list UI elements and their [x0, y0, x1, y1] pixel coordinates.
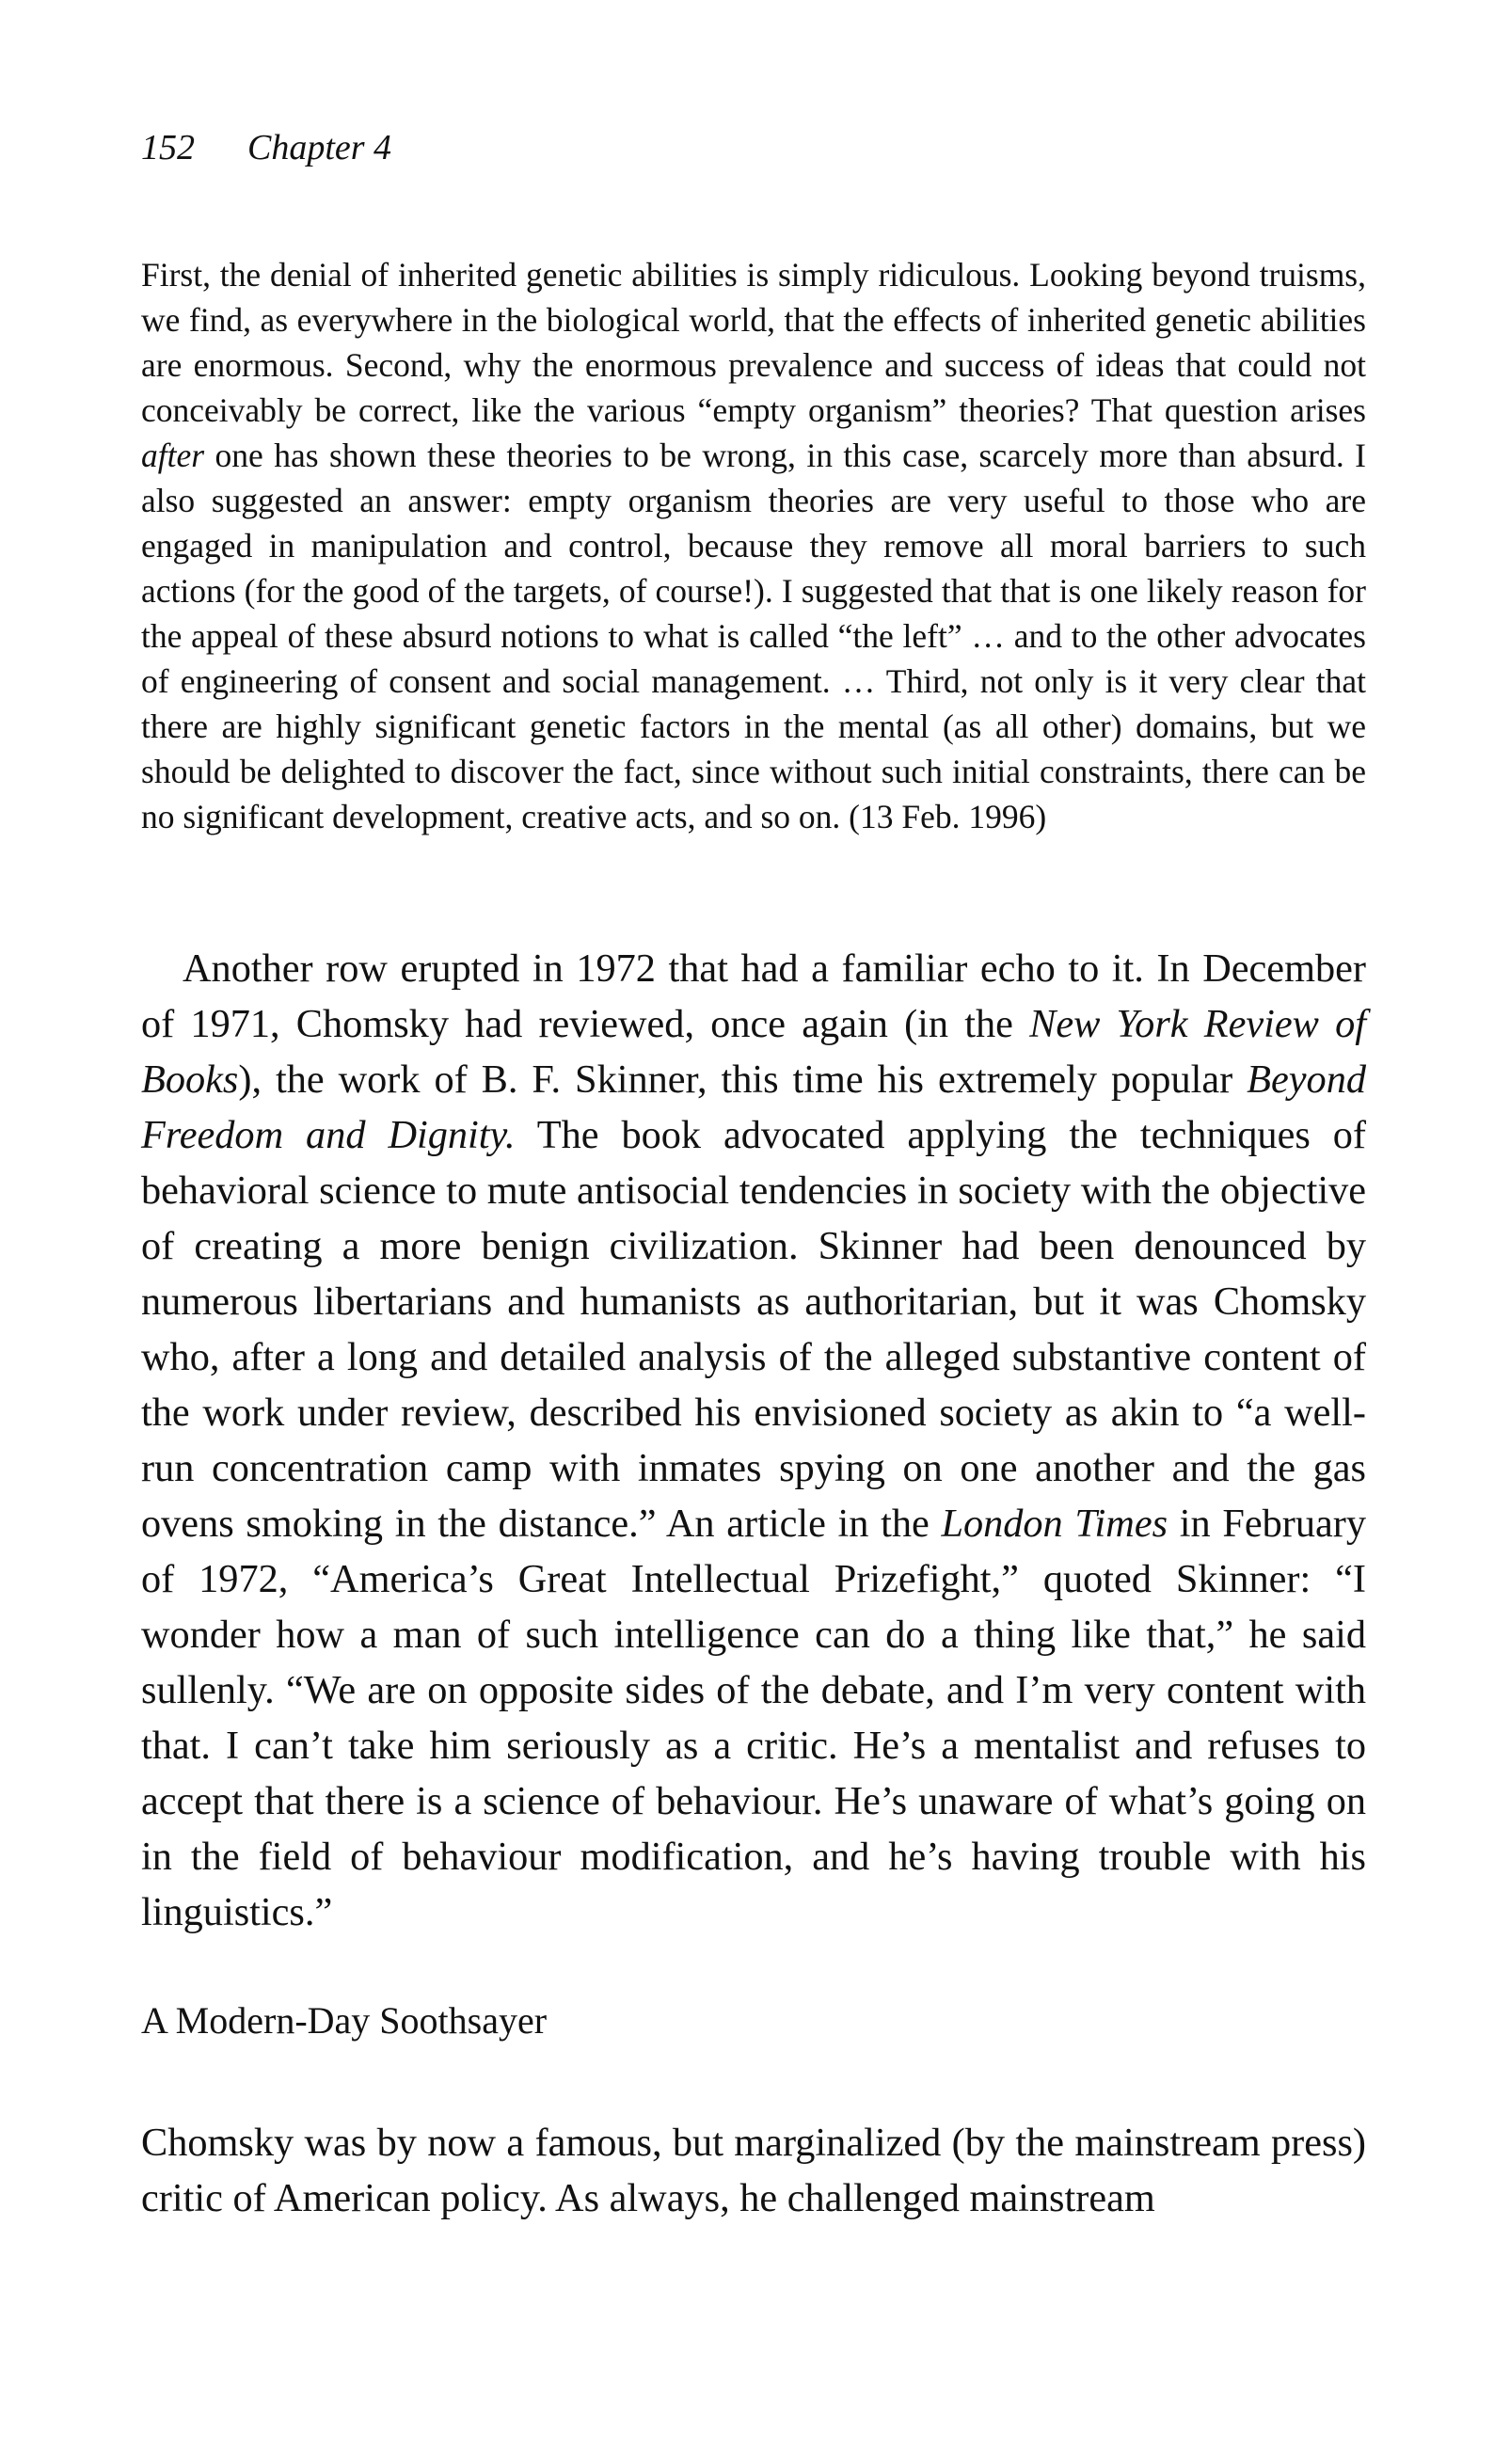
para1-italic-book-title: Beyond Freedom and Dignity. — [141, 1057, 1366, 1157]
para1-italic-nyrb: New York Review of Books — [141, 1002, 1366, 1102]
body-paragraph-2 — [141, 2115, 1366, 2226]
block-quote — [141, 252, 1366, 839]
block-quote-text — [141, 252, 1366, 839]
paragraph-text — [141, 941, 1366, 1940]
section-heading: A Modern-Day Soothsayer — [141, 1999, 548, 2042]
running-head — [141, 127, 391, 168]
paragraph-text: Chomsky was by now a famous, but marginalized (by the mainstream press) critic of American policy. As always, he challenged mainstream — [141, 2121, 1366, 2220]
quote-text-2: one has shown these theories to be wrong, in this case, scarcely more than absurd. I also suggested an answer: empty organism theories are very useful to those who are engaged in manipulation and control, because they remove all moral barriers to such actions (for the good of the targets, of course!). I suggested that that is one likely reason for the appeal of these absurd notions to what is called “the left” … and to the other advocates of engineering of consent and social management. … Third, not only is it very clear that there are highly significant genetic factors in the mental (as all other) domains, but we should be delighted to discover the fact, since without such initial constraints, there can be no significant development, creative acts, and so on. (13 Feb. 1996) — [141, 437, 1366, 835]
chapter-title: Chapter 4 — [247, 128, 392, 167]
body-paragraph-1 — [141, 941, 1366, 1940]
para1-text-2: ), the work of B. F. Skinner, this time his extremely popular — [238, 1057, 1248, 1102]
page-number: 152 — [141, 128, 195, 167]
para1-text-1: Another row erupted in 1972 that had a familiar echo to it. In December of 1971, Chomsky had reviewed, once again (in the — [141, 946, 1366, 1046]
para1-text-3: The book advocated applying the techniques of behavioral science to mute antisocial tendencies in society with the objective of creating a more benign civilization. Skinner had been denounced by numerous libertarians and humanists as authoritarian, but it was Chomsky who, after a long and detailed analysis of the alleged substantive content of the work under review, described his envisioned society as akin to “a well-run concentration camp with inmates spying on one another and the gas ovens smoking in the distance.” An article in the — [141, 1113, 1366, 1546]
para1-text-4: in February of 1972, “America’s Great Intellectual Prizefight,” quoted Skinner: “I wonder how a man of such intelligence can do a thing like that,” he said sullenly. “We are on opposite sides of the debate, and I’m very content with that. I can’t take him seriously as a critic. He’s a mentalist and refuses to accept that there is a science of behaviour. He’s unaware of what’s going on in the field of behaviour modification, and he’s having trouble with his linguistics.” — [141, 1502, 1367, 1934]
para1-italic-london-times: London Times — [941, 1502, 1168, 1546]
quote-text-1: First, the denial of inherited genetic abilities is simply ridiculous. Looking beyond truisms, we find, as everywhere in the biological world, that the effects of inherited genetic abilities are enormous. Second, why the enormous prevalence and success of ideas that could not conceivably be correct, like the various “empty organism” theories? That question arises — [141, 256, 1366, 429]
quote-emphasis: after — [141, 437, 205, 474]
